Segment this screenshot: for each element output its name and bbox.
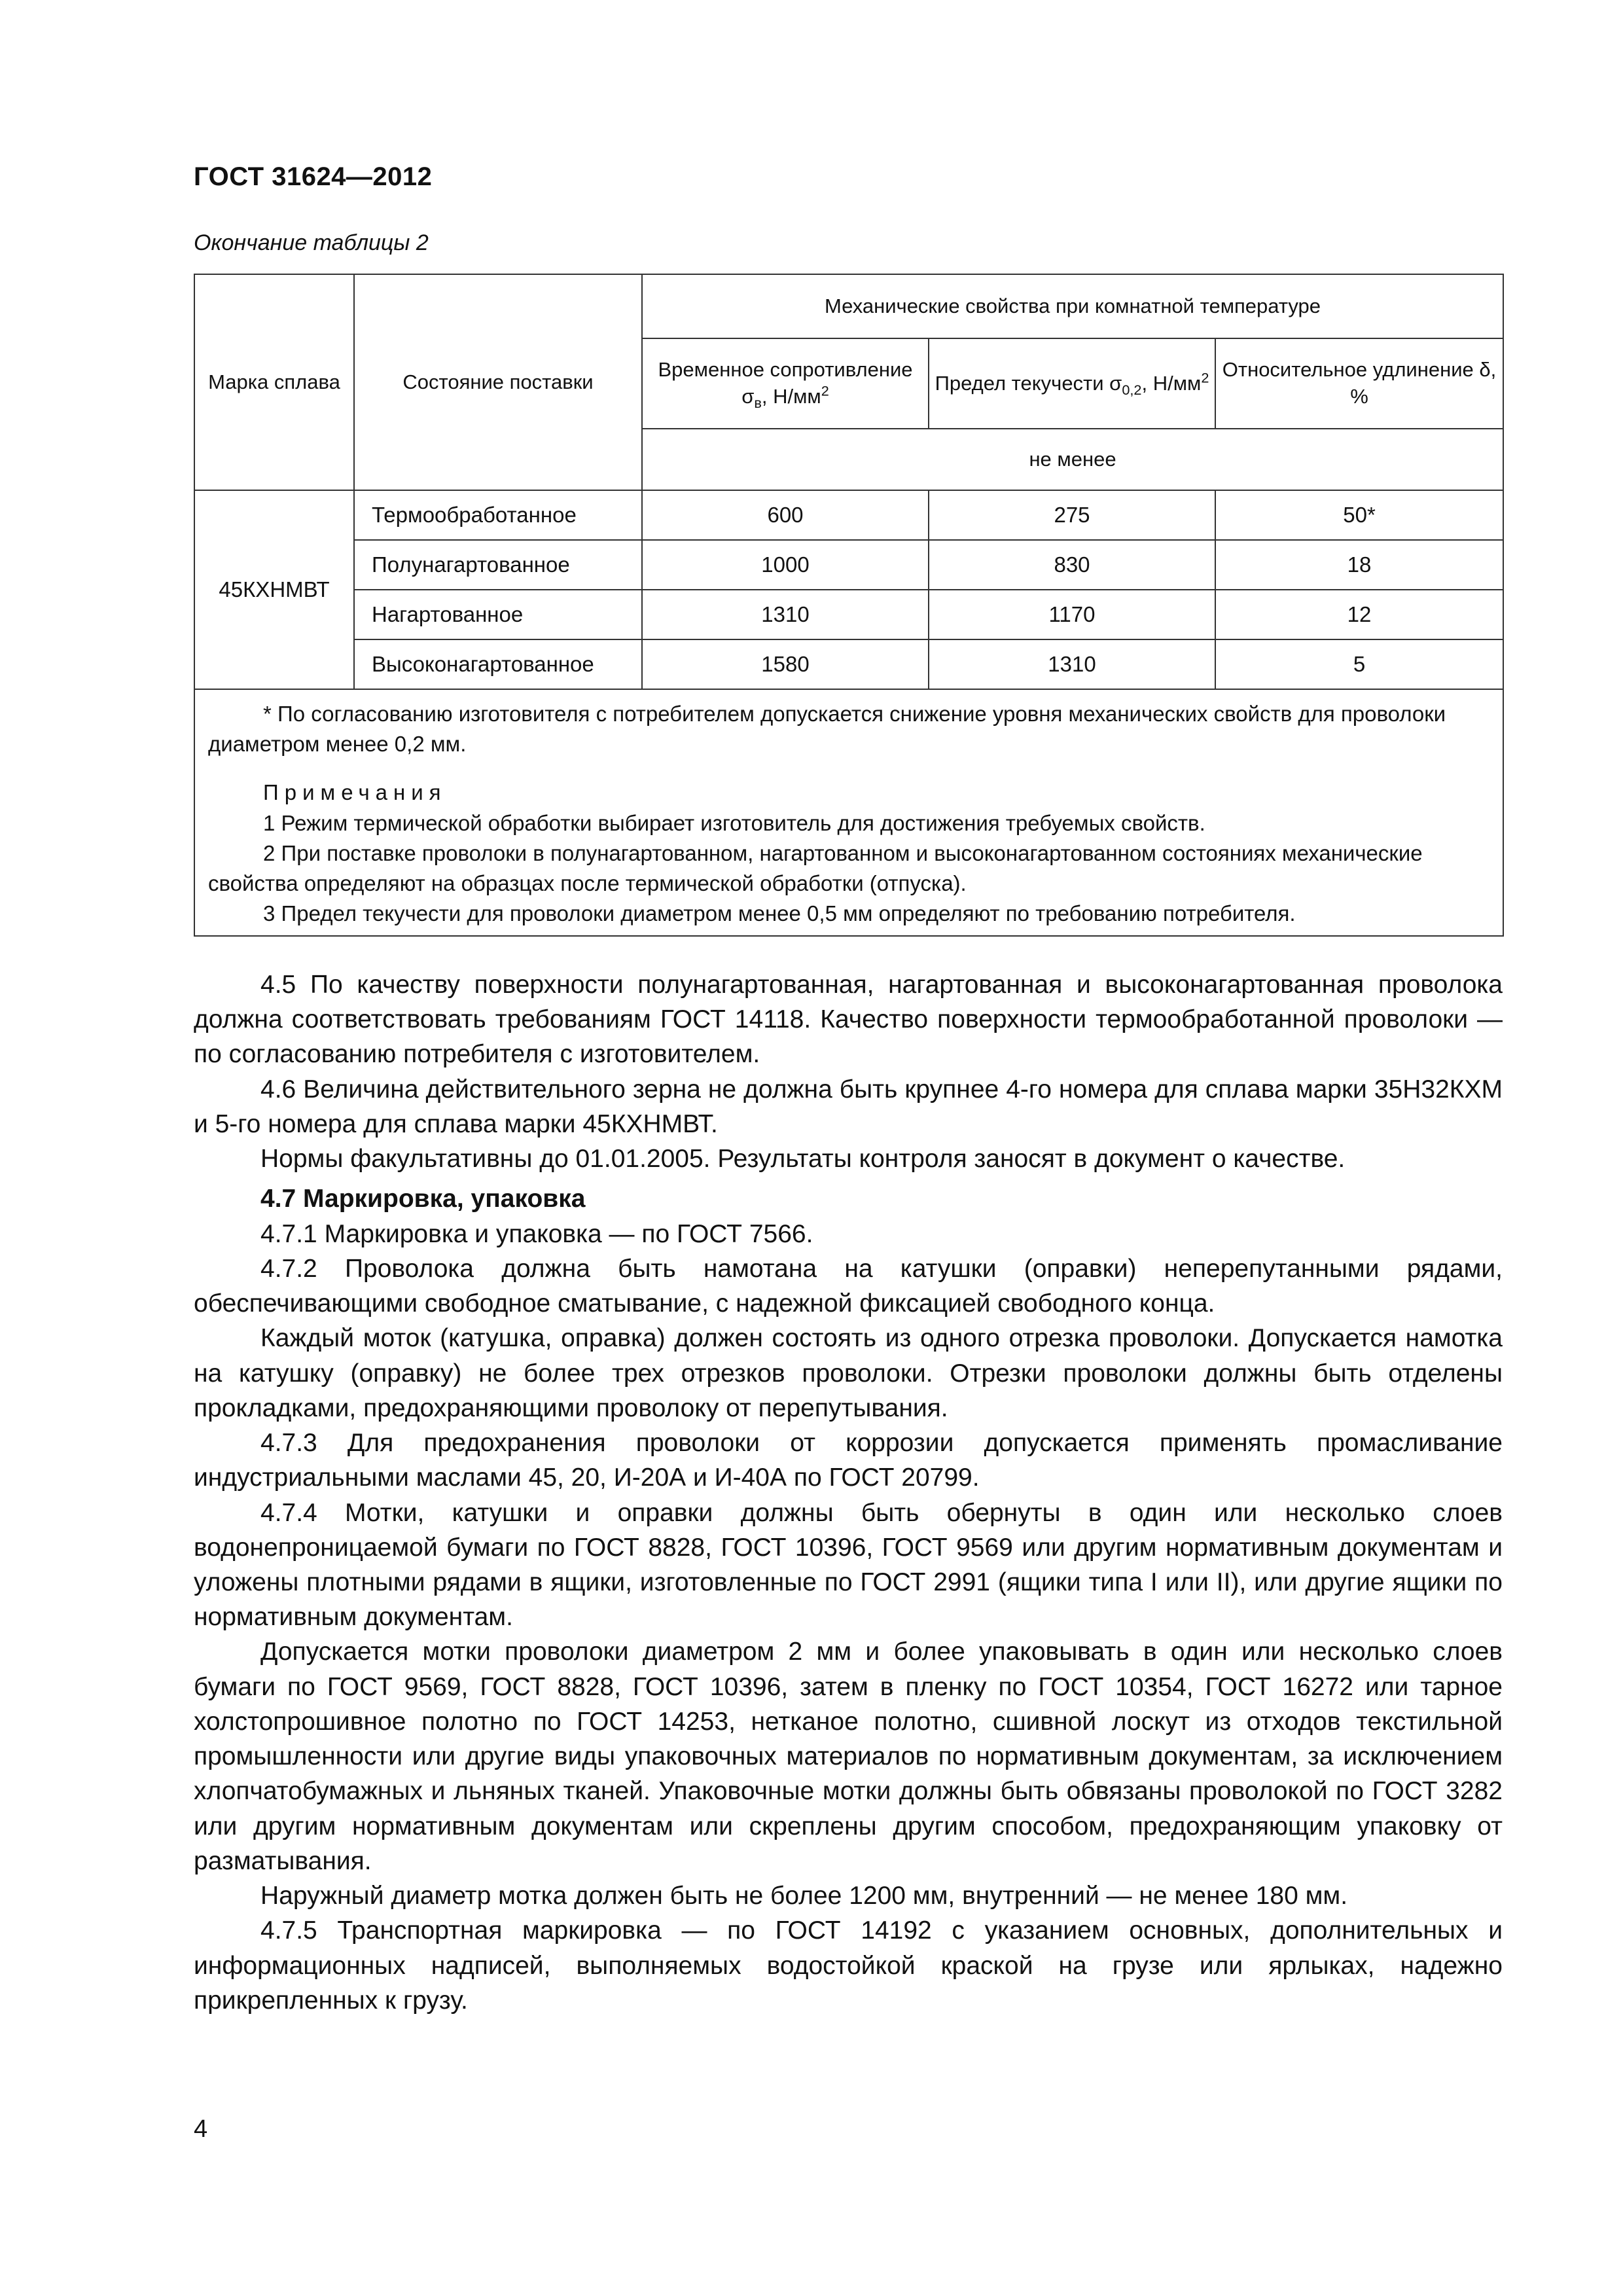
body-text [194, 967, 1503, 2018]
note-item: 2 При поставке проволоки в полунагартованном, нагартованном и высоконагартованном состояниях механические свойства определяют на образцах после термической обработки (отпуска). [208, 840, 1423, 895]
paragraph: 4.7.2 Проволока должна быть намотана на катушки (оправки) неперепутанными рядами, обеспечивающими свободное сматывание, с надежной фиксацией свободного конца. [194, 1254, 1503, 1318]
table-row [194, 590, 1503, 639]
paragraph: 4.7.1 Маркировка и упаковка — по ГОСТ 7566. [260, 1219, 813, 1248]
page-number: 4 [194, 2115, 208, 2143]
cell-elongation: 12 [1215, 590, 1503, 639]
paragraph: Каждый моток (катушка, оправка) должен состоять из одного отрезка проволоки. Допускается намотка на катушку (оправку) не более трех отрезков проволоки. Отрезки проволоки должны быть отделены прокладками, предохраняющими проволоку от перепутывания. [194, 1324, 1503, 1422]
cell-grade: 45КХНМВТ [194, 490, 354, 689]
cell-elongation: 18 [1215, 540, 1503, 590]
header-minimum: не менее [642, 429, 1503, 490]
paragraph: 4.5 По качеству поверхности полунагартованная, нагартованная и высоконагартованная проволока должна соответствовать требованиям ГОСТ 14118. Качество поверхности термообработанной проволоки — по согласованию потребителя с изготовителем. [194, 971, 1503, 1069]
cell-yield: 275 [929, 490, 1215, 540]
cell-state: Высоконагартованное [354, 639, 642, 689]
cell-yield: 1170 [929, 590, 1215, 639]
paragraph: Допускается мотки проволоки диаметром 2 мм и более упаковывать в один или несколько слоев бумаги по ГОСТ 9569, ГОСТ 8828, ГОСТ 10396, затем в пленку по ГОСТ 10354, ГОСТ 16272 или тарное холстопрошивное полотно по ГОСТ 14253, нетканое полотно, сшивной лоскут из отходов текстильной промышленности или другие виды упаковочных материалов по нормативным документам, за исключением хлопчатобумажных и льняных тканей. Упаковочные мотки должны быть обвязаны проволокой по ГОСТ 3282 или другим нормативным документам или скреплены другим способом, предохраняющим упаковку от разматывания. [194, 1638, 1503, 1875]
paragraph: Нормы факультативны до 01.01.2005. Результаты контроля заносят в документ о качестве. [260, 1145, 1346, 1174]
cell-tensile: 1000 [642, 540, 929, 590]
header-elongation: Относительное удлинение δ, % [1215, 338, 1503, 429]
document-header: ГОСТ 31624—2012 [194, 162, 433, 191]
table-row [194, 540, 1503, 590]
table-caption: Окончание таблицы 2 [194, 230, 429, 255]
paragraph: 4.7.4 Мотки, катушки и оправки должны быть обернуты в один или несколько слоев водонепроницаемой бумаги по ГОСТ 8828, ГОСТ 10396, ГОСТ 9569 или другим нормативным документам и уложены плотными рядами в ящики, изготовленные по ГОСТ 2991 (ящики типа I или II), или другие ящики по нормативным документам. [194, 1498, 1503, 1632]
cell-elongation: 50* [1215, 490, 1503, 540]
header-grade: Марка сплава [194, 274, 354, 490]
cell-yield: 1310 [929, 639, 1215, 689]
header-tensile-strength: Временное сопротивление $\sigma_в$, $Н/мм^2$ [642, 338, 929, 429]
note-item: 3 Предел текучести для проволоки диаметром менее 0,5 мм определяют по требованию потребителя. [263, 901, 1296, 926]
table-row [194, 639, 1503, 689]
header-mechanical-properties: Механические свойства при комнатной температуре [642, 274, 1503, 338]
properties-table [194, 274, 1504, 937]
section-heading: 4.7 Маркировка, упаковка [260, 1185, 586, 1213]
header-state: Состояние поставки [354, 274, 642, 490]
cell-tensile: 1580 [642, 639, 929, 689]
header-yield-strength: Предел текучести $\sigma_{0,2}$, $Н/мм^2$ [929, 338, 1215, 429]
paragraph: 4.7.5 Транспортная маркировка — по ГОСТ 14192 с указанием основных, дополнительных и информационных надписей, выполняемых водостойкой краской на грузе или ярлыках, надежно прикрепленных к грузу. [194, 1916, 1503, 2015]
table-footnote: * По согласованию изготовителя с потребителем допускается снижение уровня механических свойств для проволоки диаметром менее 0,2 мм. [208, 702, 1446, 757]
paragraph: 4.6 Величина действительного зерна не должна быть крупнее 4-го номера для сплава марки 35Н32КХМ и 5-го номера для сплава марки 45КХНМВТ. [194, 1075, 1503, 1138]
paragraph: Наружный диаметр мотка должен быть не более 1200 мм, внутренний — не менее 180 мм. [260, 1882, 1348, 1910]
notes-title: Примечания [263, 780, 447, 805]
cell-tensile: 1310 [642, 590, 929, 639]
cell-tensile: 600 [642, 490, 929, 540]
cell-elongation: 5 [1215, 639, 1503, 689]
properties-table-wrapper [194, 274, 1503, 937]
table-notes [194, 689, 1503, 936]
cell-state: Нагартованное [354, 590, 642, 639]
note-item: 1 Режим термической обработки выбирает изготовитель для достижения требуемых свойств. [263, 810, 1205, 835]
cell-yield: 830 [929, 540, 1215, 590]
table-row [194, 490, 1503, 540]
cell-state: Полунагартованное [354, 540, 642, 590]
paragraph: 4.7.3 Для предохранения проволоки от коррозии допускается применять промасливание индустриальными маслами 45, 20, И-20А и И-40А по ГОСТ 20799. [194, 1429, 1503, 1492]
cell-state: Термообработанное [354, 490, 642, 540]
